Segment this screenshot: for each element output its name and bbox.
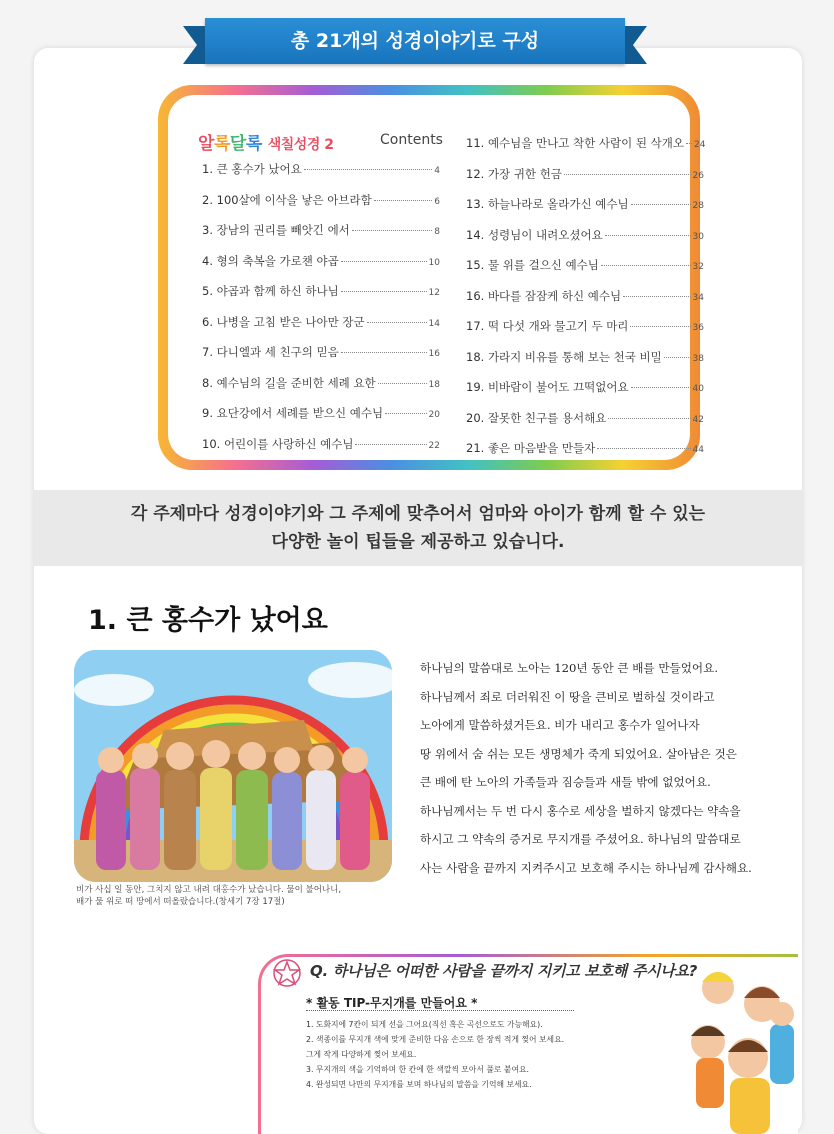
contents-item	[466, 135, 704, 166]
contents-item-page: 20	[428, 410, 440, 420]
dot-leader	[608, 418, 690, 419]
contents-item-title: 13. 하늘나라로 올라가신 예수님	[466, 197, 629, 211]
rainbow-scene-image	[74, 650, 392, 882]
contents-item-title: 2. 100살에 이삭을 낳은 아브라함	[202, 192, 372, 207]
contents-frame	[158, 85, 706, 470]
contents-item	[466, 318, 704, 349]
contents-item-page: 16	[428, 349, 440, 359]
story-line: 노아에게 말씀하셨거든요. 비가 내리고 홍수가 일어나자	[420, 718, 700, 732]
story-title: 1. 큰 홍수가 났어요	[88, 605, 328, 636]
contents-item-title: 17. 떡 다섯 개와 물고기 두 마리	[466, 319, 629, 333]
dot-leader	[341, 352, 427, 353]
contents-item-title: 18. 가라지 비유를 통해 보는 천국 비밀	[466, 349, 662, 364]
contents-item-page: 32	[692, 262, 704, 272]
tip-list	[306, 1010, 574, 1092]
contents-item-title: 12. 가장 귀한 헌금	[466, 166, 562, 181]
story-line: 하나님의 말씀대로 노아는 120년 동안 큰 배를 만들었어요.	[420, 661, 719, 675]
contents-item	[466, 440, 704, 471]
dot-leader	[374, 200, 433, 201]
contents-panel	[168, 95, 706, 460]
dot-leader	[664, 357, 691, 358]
story-line: 하시고 그 약속의 증거로 무지개를 주셨어요. 하나님의 말씀대로	[420, 832, 741, 846]
contents-item-title: 15. 물 위를 걸으신 예수님	[466, 258, 599, 272]
contents-item-title: 3. 장남의 권리를 빼앗긴 에서	[202, 223, 350, 237]
dot-leader	[355, 444, 426, 445]
contents-item-page: 14	[428, 318, 440, 329]
story-line: 사는 사람을 끝까지 지켜주시고 보호해 주시는 하나님께 감사해요.	[420, 860, 752, 875]
contents-item	[466, 166, 704, 197]
tip-title: * 활동 TIP-무지개를 만들어요 *	[306, 996, 478, 1010]
dot-leader	[304, 169, 433, 170]
contents-item	[466, 379, 704, 410]
tip-line: 그게 작게 다양하게 찢어 보세요.	[306, 1050, 417, 1059]
dot-leader	[367, 322, 427, 323]
contents-item-page: 40	[692, 384, 704, 394]
contents-item	[466, 227, 704, 258]
contents-item	[202, 192, 440, 223]
contents-item-title: 16. 바다를 잠잠케 하신 예수님	[466, 288, 622, 303]
info-line: 각 주제마다 성경이야기와 그 주제에 맞추어서 엄마와 아이가 함께 할 수 있는	[130, 504, 706, 524]
dot-leader	[597, 448, 690, 449]
contents-item	[202, 222, 440, 253]
contents-item-page: 4	[434, 166, 440, 176]
dot-leader	[686, 143, 692, 144]
contents-item	[202, 283, 440, 314]
contents-item-title: 1. 큰 홍수가 났어요	[202, 162, 302, 176]
contents-column-left	[202, 161, 440, 466]
contents-item	[202, 161, 440, 192]
tip-line: 3. 무지개의 색을 기억하며 한 칸에 한 색깔씩 모아서 풀로 붙여요.	[306, 1065, 529, 1074]
contents-item	[202, 344, 440, 375]
caption-line: 배가 물 위로 떠 땅에서 떠올랐습니다.(창세기 7장 17절)	[76, 897, 285, 907]
contents-item-title: 8. 예수님의 길을 준비한 세례 요한	[202, 375, 376, 390]
tip-line: 4. 완성되면 나만의 무지개를 보며 하나님의 말씀을 기억해 보세요.	[306, 1080, 532, 1089]
story-body	[420, 654, 782, 882]
logo-char: 록	[245, 134, 262, 154]
contents-item-page: 24	[693, 140, 706, 150]
contents-item-page: 28	[692, 201, 704, 211]
info-line: 다양한 놀이 팁들을 제공하고 있습니다.	[271, 532, 565, 552]
contents-item-page: 42	[692, 414, 704, 425]
contents-item-page: 34	[692, 292, 704, 303]
contents-item-title: 4. 형의 축복을 가로챈 야곱	[202, 253, 339, 268]
logo-char: 록	[213, 134, 230, 154]
contents-item-title: 9. 요단강에서 세례를 받으신 예수님	[202, 406, 384, 420]
dot-leader	[341, 291, 427, 292]
contents-item-title: 14. 성령님이 내려오셨어요	[466, 227, 603, 242]
contents-item-page: 8	[434, 227, 440, 237]
tip-line: 1. 도화지에 7칸이 되게 선을 그어요(직선 혹은 곡선으로도 가능해요).	[306, 1020, 543, 1029]
story-line: 하나님께서는 두 번 다시 홍수로 세상을 벌하지 않겠다는 약속을	[420, 803, 741, 818]
logo-subtitle: 색칠성경 2	[267, 137, 334, 153]
contents-item-title: 7. 다니엘과 세 친구의 믿음	[202, 345, 339, 359]
contents-item-title: 10. 어린이를 사랑하신 예수님	[202, 436, 354, 451]
contents-item-title: 6. 나병을 고침 받은 나아만 장군	[202, 314, 365, 329]
noah-ark-illustration	[74, 650, 392, 882]
contents-item	[466, 196, 704, 227]
contents-item-page: 22	[428, 440, 440, 451]
contents-item	[466, 410, 704, 441]
story-line: 큰 배에 탄 노아의 가족들과 짐승들과 새들 밖에 없었어요.	[420, 775, 711, 789]
illustration-caption	[76, 884, 396, 908]
contents-item	[466, 349, 704, 380]
logo-char: 달	[229, 134, 246, 154]
dot-leader	[352, 230, 432, 231]
contents-item-page: 12	[428, 288, 440, 298]
dot-leader	[631, 204, 691, 205]
info-band	[34, 490, 802, 566]
contents-item-page: 38	[692, 353, 704, 364]
contents-item-page: 36	[692, 323, 704, 333]
logo-char: 알	[198, 134, 214, 154]
dot-leader	[385, 413, 426, 414]
dot-leader	[601, 265, 691, 266]
dot-leader	[631, 387, 691, 388]
book-logo	[198, 129, 333, 154]
star-icon	[272, 958, 302, 988]
contents-item-title: 19. 비바람이 불어도 끄떡없어요	[466, 380, 629, 394]
contents-item	[202, 314, 440, 345]
contents-item	[466, 257, 704, 288]
dot-leader	[623, 296, 690, 297]
tip-line: 2. 색종이를 무지개 색에 맞게 준비한 다음 손으로 한 장씩 적게 찢어 보세요.	[306, 1035, 565, 1044]
contents-item-page: 18	[428, 379, 440, 390]
contents-item-page: 30	[692, 231, 704, 242]
question-text: Q. 하나님은 어떠한 사람을 끝까지 지키고 보호해 주시나요?	[310, 962, 698, 980]
contents-item	[466, 288, 704, 319]
dot-leader	[378, 383, 427, 384]
contents-item-page: 44	[692, 445, 704, 455]
contents-item-title: 11. 예수님을 만나고 착한 사람이 된 삭개오	[466, 136, 684, 150]
caption-line: 비가 사십 일 동안, 그치지 않고 내려 대홍수가 났습니다. 물이 불어나니,	[76, 885, 342, 895]
section-banner: 총 21개의 성경이야기로 구성	[205, 18, 625, 64]
contents-item	[202, 405, 440, 436]
dot-leader	[630, 326, 690, 327]
dot-leader	[605, 235, 691, 236]
activity-box	[258, 948, 798, 1134]
contents-item-title: 20. 잘못한 친구를 용서해요	[466, 410, 607, 425]
contents-item	[202, 253, 440, 284]
story-line: 땅 위에서 숨 쉬는 모든 생명체가 죽게 되었어요. 살아남은 것은	[420, 746, 737, 761]
contents-item	[202, 436, 440, 467]
contents-item-title: 21. 좋은 마음밭을 만들자	[466, 441, 596, 455]
contents-column-right	[466, 135, 704, 471]
contents-heading: Contents	[380, 132, 443, 148]
contents-item	[202, 375, 440, 406]
contents-item-page: 6	[434, 196, 440, 207]
dot-leader	[341, 261, 427, 262]
dot-leader	[564, 174, 691, 175]
contents-item-page: 10	[428, 257, 440, 268]
story-line: 하나님께서 죄로 더러워진 이 땅을 큰비로 벌하실 것이라고	[420, 689, 715, 704]
children-illustration	[678, 958, 798, 1134]
contents-item-title: 5. 야곱과 함께 하신 하나님	[202, 284, 339, 298]
contents-item-page: 26	[692, 170, 704, 181]
